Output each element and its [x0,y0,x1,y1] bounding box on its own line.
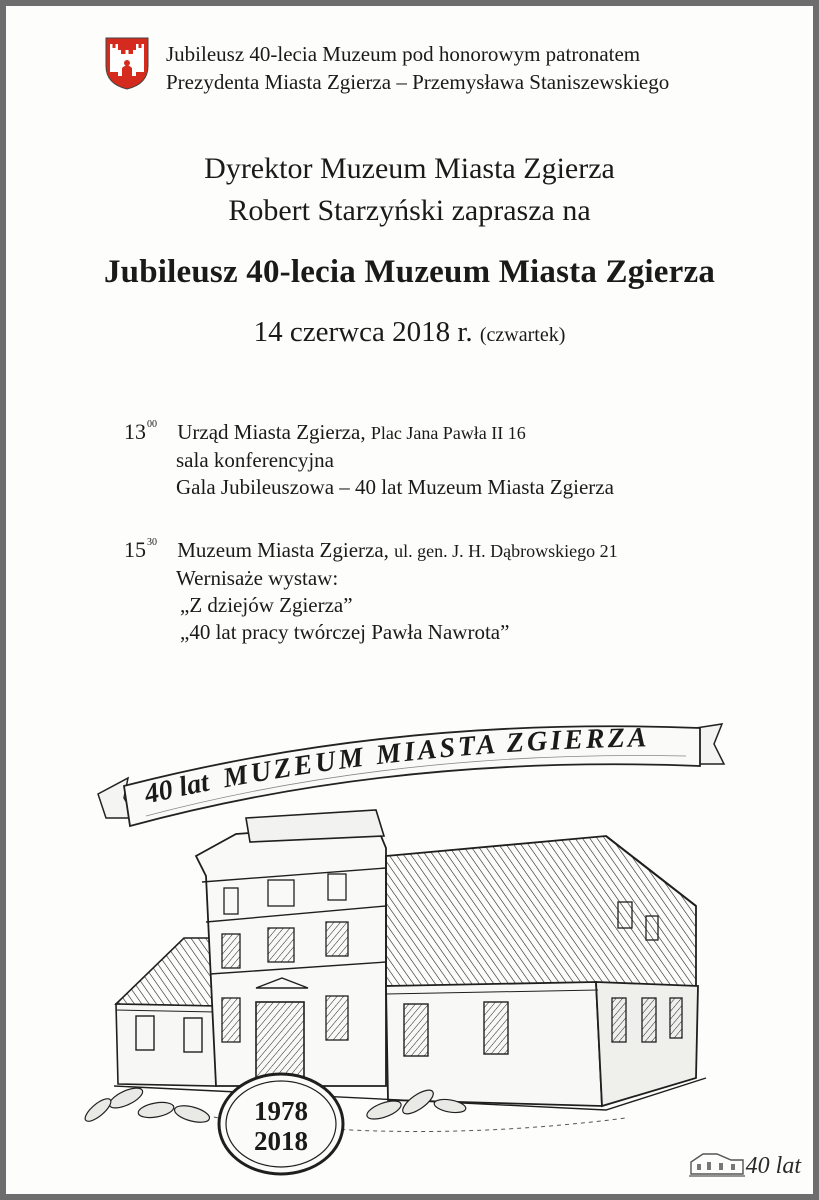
event-title: Jubileusz 40-lecia Muzeum Miasta Zgierza [103,254,716,290]
museum-logo-icon [689,1150,745,1178]
event-minutes: 00 [147,419,157,430]
invites-line: Robert Starzyński zaprasza na [228,194,591,227]
event-description: Gala Jubileuszowa – 40 lat Muzeum Miasta Zgierza [176,475,614,499]
patronage-note [166,40,669,96]
event-address: ul. gen. J. H. Dąbrowskiego 21 [394,541,618,561]
ribbon-banner [98,722,724,826]
event-description: Wernisaże wystaw: [176,566,339,590]
event-time [124,529,172,563]
event-place: Muzeum Miasta Zgierza, [177,538,389,562]
director-line: Dyrektor Muzeum Miasta Zgierza [204,152,615,185]
city-crest-icon [104,36,150,90]
event-address: Plac Jana Pawła II 16 [370,423,526,443]
event-minutes: 30 [147,537,157,548]
schedule-item-gala [124,411,614,501]
banner-text: MUZEUM MIASTA ZGIERZA [220,722,650,795]
exhibition-title: „40 lat pracy twórczej Pawła Nawrota” [180,620,510,644]
museum-building [114,810,706,1132]
invitation-page [6,6,813,1194]
event-place: Urząd Miasta Zgierza, [177,420,366,444]
event-room: sala konferencyjna [176,448,335,472]
exhibition-title: „Z dziejów Zgierza” [180,593,353,617]
anniversary-medallion [219,1074,343,1174]
event-hour: 13 [124,419,146,444]
event-date [6,316,813,349]
year-end: 2018 [254,1126,308,1156]
year-start: 1978 [254,1096,308,1126]
footer-logo [669,1148,801,1180]
event-date-text: 14 czerwca 2018 r. [253,316,473,348]
footer-label: 40 lat [745,1153,801,1179]
event-hour: 15 [124,537,146,562]
patronage-line-1: Jubileusz 40-lecia Muzeum pod honorowym patronatem [166,42,641,66]
museum-illustration [6,706,813,1194]
banner-prefix: 40 lat [141,766,212,811]
patronage-line-2: Prezydenta Miasta Zgierza – Przemysława Staniszewskiego [166,70,670,94]
event-time [124,411,172,445]
event-weekday: (czwartek) [479,324,566,346]
schedule-item-vernissage [124,529,618,646]
